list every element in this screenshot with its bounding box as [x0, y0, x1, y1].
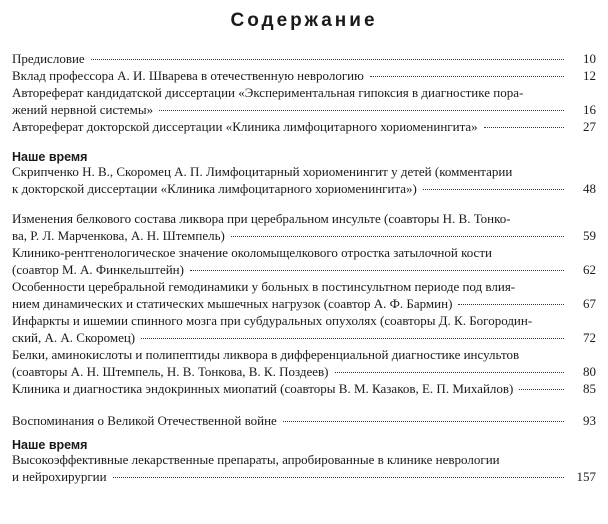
- toc-entry-line: [12, 210, 596, 227]
- dot-leader: [231, 236, 564, 237]
- toc-entry[interactable]: [12, 163, 596, 197]
- page-title: Содержание: [230, 10, 378, 31]
- toc-entry-line: [12, 244, 596, 261]
- page-number: 80: [583, 364, 596, 379]
- section-heading: Наше время: [12, 438, 88, 452]
- toc-entry-line: [12, 227, 596, 244]
- toc-entry-line: [12, 84, 596, 101]
- dot-leader: [113, 477, 564, 478]
- page-number: 48: [583, 181, 596, 196]
- toc-entry-text: Клиника и диагностика эндокринных миопатий (соавторы В. М. Казаков, Е. П. Михайлов): [12, 381, 514, 396]
- page-number: 93: [583, 413, 596, 428]
- toc-entry-text: Вклад профессора А. И. Шварева в отечественную неврологию: [12, 68, 364, 83]
- toc-entry-text: нием динамических и статических мышечных нагрузок (соавтор А. Ф. Бармин): [12, 296, 453, 311]
- toc-entry-line: [12, 363, 596, 380]
- toc-entry-text: Автореферат кандидатской диссертации «Экспериментальная гипоксия в диагностике пора-: [12, 85, 524, 100]
- toc-entry-line: [12, 312, 596, 329]
- page-number: 27: [583, 119, 596, 134]
- dot-leader: [141, 338, 564, 339]
- page-number: 157: [576, 469, 596, 484]
- toc-entry-text: Инфаркты и ишемии спинного мозга при субдуральных опухолях (соавторы Д. К. Богородин-: [12, 313, 533, 328]
- dot-leader: [283, 421, 564, 422]
- toc-entry-line: [12, 278, 596, 295]
- toc-entry-line: [12, 380, 596, 397]
- page-number: 62: [583, 262, 596, 277]
- dot-leader: [335, 372, 564, 373]
- toc-entry-text: Автореферат докторской диссертации «Клиника лимфоцитарного хориоменингита»: [12, 119, 478, 134]
- toc-entry-line: [12, 412, 596, 429]
- toc-entry-line: [12, 295, 596, 312]
- toc-entry-text: ва, Р. Л. Марченкова, А. Н. Штемпель): [12, 228, 225, 243]
- page-number: 10: [583, 51, 596, 66]
- toc-entry-line: [12, 346, 596, 363]
- dot-leader: [458, 304, 564, 305]
- dot-leader: [519, 389, 564, 390]
- toc-entry-text: ский, А. А. Скоромец): [12, 330, 136, 345]
- toc-entry-line: [12, 468, 596, 485]
- toc-entry[interactable]: [12, 244, 596, 278]
- toc-entry-text: Особенности церебральной гемодинамики у больных в постинсультном периоде под влия-: [12, 279, 516, 294]
- page-number: 85: [583, 381, 596, 396]
- toc-entry[interactable]: [12, 210, 596, 244]
- page-number: 67: [583, 296, 596, 311]
- page-number: 72: [583, 330, 596, 345]
- toc-entry-line: [12, 163, 596, 180]
- toc-entry-line: [12, 180, 596, 197]
- toc-entry[interactable]: [12, 312, 596, 346]
- toc-entry[interactable]: [12, 118, 596, 135]
- dot-leader: [423, 189, 564, 190]
- toc-entry[interactable]: [12, 84, 596, 118]
- dot-leader: [91, 59, 564, 60]
- dot-leader: [370, 76, 564, 77]
- dot-leader: [159, 110, 564, 111]
- page-number: 59: [583, 228, 596, 243]
- toc-entry[interactable]: [12, 67, 596, 84]
- toc-entry-text: (соавторы А. Н. Штемпель, Н. В. Тонкова, В. К. Поздеев): [12, 364, 329, 379]
- toc-entry[interactable]: [12, 346, 596, 380]
- toc-entry-text: Предисловие: [12, 51, 85, 66]
- toc-entry-text: Клинико-рентгенологическое значение околомыщелкового отростка затылочной кости: [12, 245, 492, 260]
- dot-leader: [484, 127, 564, 128]
- toc-entry-text: Скрипченко Н. В., Скоромец А. П. Лимфоцитарный хориоменингит у детей (комментарии: [12, 164, 513, 179]
- page-number: 12: [583, 68, 596, 83]
- toc-entry[interactable]: [12, 380, 596, 397]
- toc-entry-text: Высокоэффективные лекарственные препараты, апробированные в клинике неврологии: [12, 452, 500, 467]
- toc-entry-text: и нейрохирургии: [12, 469, 107, 484]
- toc-entry-line: [12, 50, 596, 67]
- dot-leader: [190, 270, 564, 271]
- toc-entry-line: [12, 451, 596, 468]
- toc-entry[interactable]: [12, 451, 596, 485]
- toc-entry-text: Изменения белкового состава ликвора при церебральном инсульте (соавторы Н. В. Тонко-: [12, 211, 511, 226]
- toc-entry-text: Белки, аминокислоты и полипептиды ликвора в дифференциальной диагностике инсультов: [12, 347, 520, 362]
- toc-entry-text: (соавтор М. А. Финкельштейн): [12, 262, 184, 277]
- page-number: 16: [583, 102, 596, 117]
- toc-entry[interactable]: [12, 50, 596, 67]
- toc-entry-text: жений нервной системы»: [12, 102, 154, 117]
- section-heading: Наше время: [12, 150, 88, 164]
- toc-entry-text: Воспоминания о Великой Отечественной войне: [12, 413, 277, 428]
- toc-entry[interactable]: [12, 278, 596, 312]
- toc-entry-text: к докторской диссертации «Клиника лимфоцитарного хориоменингита»): [12, 181, 417, 196]
- toc-entry-line: [12, 67, 596, 84]
- toc-entry-line: [12, 261, 596, 278]
- toc-entry-line: [12, 118, 596, 135]
- toc-entry-line: [12, 329, 596, 346]
- toc-entry-line: [12, 101, 596, 118]
- toc-entry-memoirs[interactable]: [12, 412, 596, 429]
